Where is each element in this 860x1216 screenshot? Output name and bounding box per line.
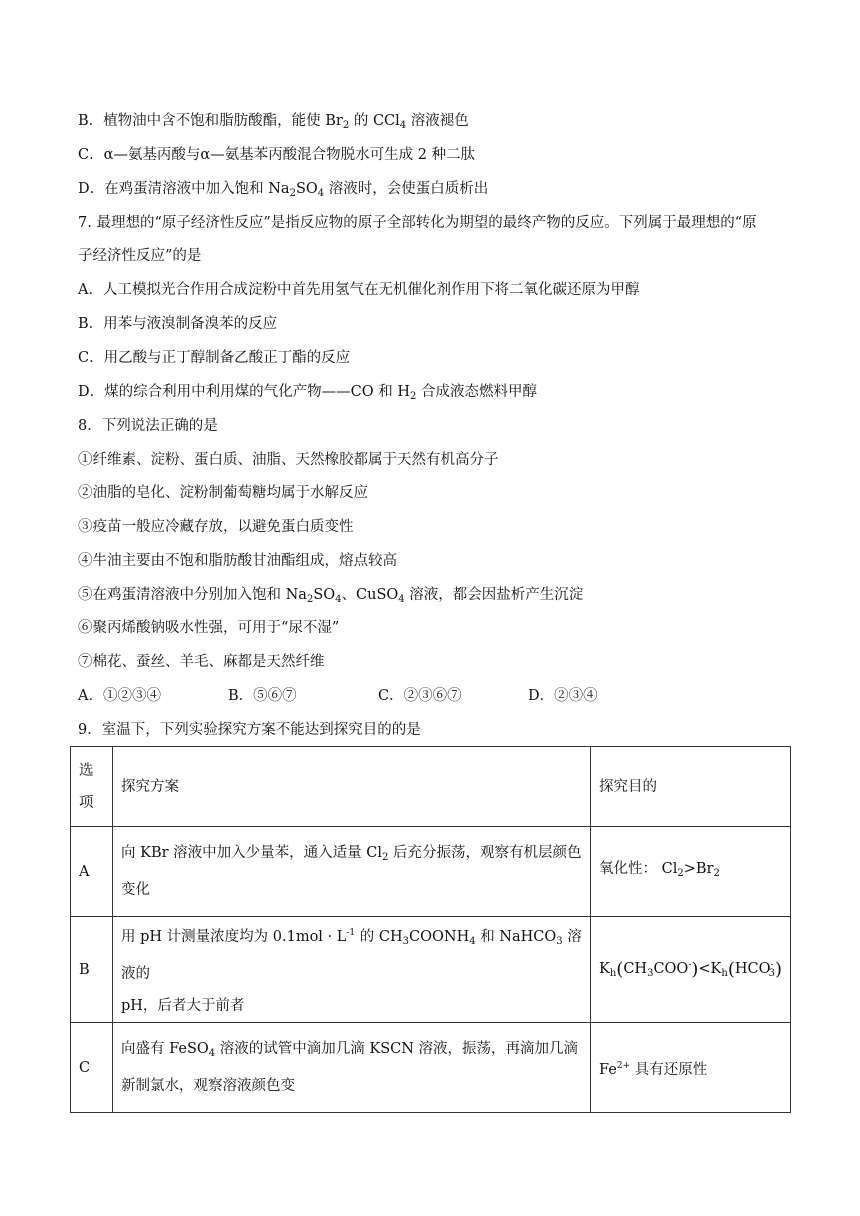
q6d-mid: SO bbox=[295, 181, 318, 197]
q8-statement-3: ③疫苗一般应冷藏存放，以避免蛋白质变性 bbox=[78, 519, 354, 535]
row-a-plan-text2: 后充分振荡，观察有机层颜色 bbox=[388, 845, 582, 861]
row-b-goal-lt: <K bbox=[698, 961, 722, 977]
q9-stem: 9．室温下，下列实验探究方案不能达到探究目的的是 bbox=[78, 722, 421, 738]
row-b-goal-paren2: ) bbox=[691, 959, 699, 980]
row-a-goal-sub2: 2 bbox=[713, 868, 720, 879]
q7-option-c: C．用乙酸与正丁醇制备乙酸正丁酯的反应 bbox=[78, 350, 351, 366]
table-header-row bbox=[71, 747, 791, 827]
s5-mid: SO bbox=[313, 587, 336, 603]
row-b-goal-a: CH bbox=[623, 961, 648, 977]
q8-choice-c: C．②③⑥⑦ bbox=[378, 688, 462, 704]
q7-option-b: B．用苯与液溴制备溴苯的反应 bbox=[78, 316, 278, 332]
s5-sub2: 4 bbox=[335, 594, 342, 605]
row-b-plan-line2: pH，后者大于前者 bbox=[121, 998, 245, 1014]
q8-statement-1: ①纤维素、淀粉、蛋白质、油脂、天然橡胶都属于天然有机高分子 bbox=[78, 452, 499, 468]
q6b-sub: 2 bbox=[342, 120, 350, 131]
q8-choice-d: D．②③④ bbox=[528, 688, 598, 704]
row-b-goal-paren3: ( bbox=[727, 959, 735, 980]
row-a-plan-text: 向 KBr 溶液中加入少量苯，通入适量 Cl bbox=[121, 845, 382, 861]
row-c-goal-text: Fe bbox=[599, 1061, 617, 1078]
q8-stem: 8．下列说法正确的是 bbox=[78, 418, 218, 434]
row-b-plan-text: 用 pH 计测量浓度均为 0.1mol · L bbox=[121, 929, 347, 945]
row-b-goal-cs: 3 bbox=[768, 968, 775, 979]
q7-stem-line1: 7. 最理想的“原子经济性反应”是指反应物的原子全部转化为期望的最终产物的反应。下列属于最理想的“原 bbox=[78, 215, 757, 231]
row-b-goal-c: HCO bbox=[734, 961, 771, 977]
q8-choice-b: B．⑤⑥⑦ bbox=[228, 688, 297, 704]
row-c-goal-post: 具有还原性 bbox=[630, 1061, 708, 1078]
row-c-goal-sup: 2+ bbox=[616, 1060, 631, 1071]
row-c-plan-sub: 4 bbox=[208, 1048, 216, 1059]
row-a-label: A bbox=[71, 827, 113, 917]
q8-statement-2: ②油脂的皂化、淀粉制葡萄糖均属于水解反应 bbox=[78, 485, 368, 501]
q8-statement-4: ④牛油主要由不饱和脂肪酸甘油酯组成，熔点较高 bbox=[78, 553, 397, 569]
row-b-plan-text2: 的 CH bbox=[355, 929, 403, 945]
header-option-line2: 项 bbox=[79, 794, 94, 811]
row-c-plan-text2: 溶液的试管中滴加几滴 KSCN 溶液，振荡，再滴加几滴 bbox=[215, 1041, 579, 1057]
row-b-plan-sub2: 4 bbox=[469, 936, 476, 947]
header-option-line1: 选 bbox=[79, 762, 94, 779]
row-b-plan-text3: COONH bbox=[409, 929, 470, 945]
q7d-sub: 2 bbox=[409, 391, 417, 402]
q6b-text: B．植物油中含不饱和脂肪酸酯，能使 Br bbox=[78, 113, 343, 129]
row-a-plan-line1 bbox=[121, 837, 582, 874]
q8-statement-6: ⑥聚丙烯酸钠吸水性强，可用于“尿不湿” bbox=[78, 620, 340, 636]
row-b-goal-paren1: ( bbox=[616, 959, 624, 980]
row-b-label: B bbox=[71, 917, 113, 1023]
row-b-goal-b: COO bbox=[653, 961, 689, 977]
row-b-plan bbox=[113, 917, 591, 1023]
s5-text: ⑤在鸡蛋清溶液中分别加入饱和 Na bbox=[78, 587, 307, 603]
row-b-goal bbox=[591, 917, 791, 1023]
row-b-goal-h2: h bbox=[721, 968, 728, 979]
q7-option-d bbox=[78, 382, 537, 407]
row-b-plan-text4: 和 NaHCO bbox=[475, 929, 557, 945]
q6d-text: D．在鸡蛋清溶液中加入饱和 Na bbox=[78, 181, 290, 197]
table-row bbox=[71, 827, 791, 917]
q8-statement-5 bbox=[78, 585, 583, 610]
row-b-goal-as: 3 bbox=[647, 968, 654, 979]
row-c-plan bbox=[113, 1023, 591, 1113]
row-b-goal-paren4: ) bbox=[774, 959, 782, 980]
q7-option-a: A．人工模拟光合作用合成淀粉中首先用氢气在无机催化剂作用下将二氧化碳还原为甲醇 bbox=[78, 282, 640, 298]
q8-choice-a: A．①②③④ bbox=[78, 688, 161, 704]
q6d-post: 溶液时，会使蛋白质析出 bbox=[324, 181, 489, 197]
row-c-plan-text: 向盛有 FeSO bbox=[121, 1041, 209, 1057]
q8-statement-7: ⑦棉花、蚕丝、羊毛、麻都是天然纤维 bbox=[78, 654, 325, 670]
q7-stem-line2: 子经济性反应”的是 bbox=[78, 248, 202, 264]
row-a-goal-sub1: 2 bbox=[677, 868, 684, 879]
row-b-plan-line1 bbox=[121, 917, 582, 990]
row-b-plan-text5: 溶液的 bbox=[121, 929, 582, 982]
row-c-goal bbox=[591, 1023, 791, 1113]
q6-option-d bbox=[78, 179, 488, 204]
q6-option-b bbox=[78, 111, 469, 136]
q6d-sub1: 2 bbox=[289, 188, 296, 199]
q7d-text: D．煤的综合利用中利用煤的气化产物——CO 和 H bbox=[78, 384, 410, 400]
row-b-goal-h1: h bbox=[609, 968, 617, 979]
row-b-goal-bs: - bbox=[688, 960, 692, 970]
row-b-goal-csup: - bbox=[770, 960, 774, 970]
row-b-plan-sub1: 3 bbox=[402, 936, 410, 947]
row-b-goal-k1: K bbox=[599, 961, 610, 977]
q6-option-c: C．α—氨基丙酸与α—氨基苯丙酸混合物脱水可生成 2 种二肽 bbox=[78, 147, 476, 163]
q6b-sub2: 4 bbox=[399, 120, 407, 131]
row-a-plan-sub: 2 bbox=[381, 852, 389, 863]
s5-post: 溶液，都会因盐析产生沉淀 bbox=[404, 587, 584, 603]
row-c-plan-line1 bbox=[121, 1033, 582, 1070]
row-a-goal-text: 氧化性： Cl bbox=[599, 861, 678, 877]
header-option bbox=[71, 747, 113, 827]
header-goal: 探究目的 bbox=[591, 747, 791, 827]
row-c-label: C bbox=[71, 1023, 113, 1113]
row-a-plan-line2: 变化 bbox=[121, 882, 150, 898]
s5-sub1: 2 bbox=[306, 594, 314, 605]
table-row bbox=[71, 917, 791, 1023]
q6d-sub2: 4 bbox=[317, 188, 325, 199]
header-plan: 探究方案 bbox=[113, 747, 591, 827]
row-b-plan-sub3: 3 bbox=[556, 936, 563, 947]
q6b-post: 溶液褪色 bbox=[406, 113, 469, 129]
row-a-goal-mid: >Br bbox=[683, 861, 714, 877]
s5-sub3: 4 bbox=[398, 594, 405, 605]
row-a-goal bbox=[591, 827, 791, 917]
row-a-plan bbox=[113, 827, 591, 917]
q7d-post: 合成液态燃料甲醇 bbox=[416, 384, 537, 400]
row-b-plan-sup: -1 bbox=[346, 928, 356, 938]
s5-mid2: 、CuSO bbox=[341, 587, 399, 603]
q6b-mid: 的 CCl bbox=[349, 113, 400, 129]
table-row bbox=[71, 1023, 791, 1113]
experiment-table bbox=[70, 746, 791, 1113]
row-c-plan-line2: 新制氯水，观察溶液颜色变 bbox=[121, 1078, 295, 1094]
